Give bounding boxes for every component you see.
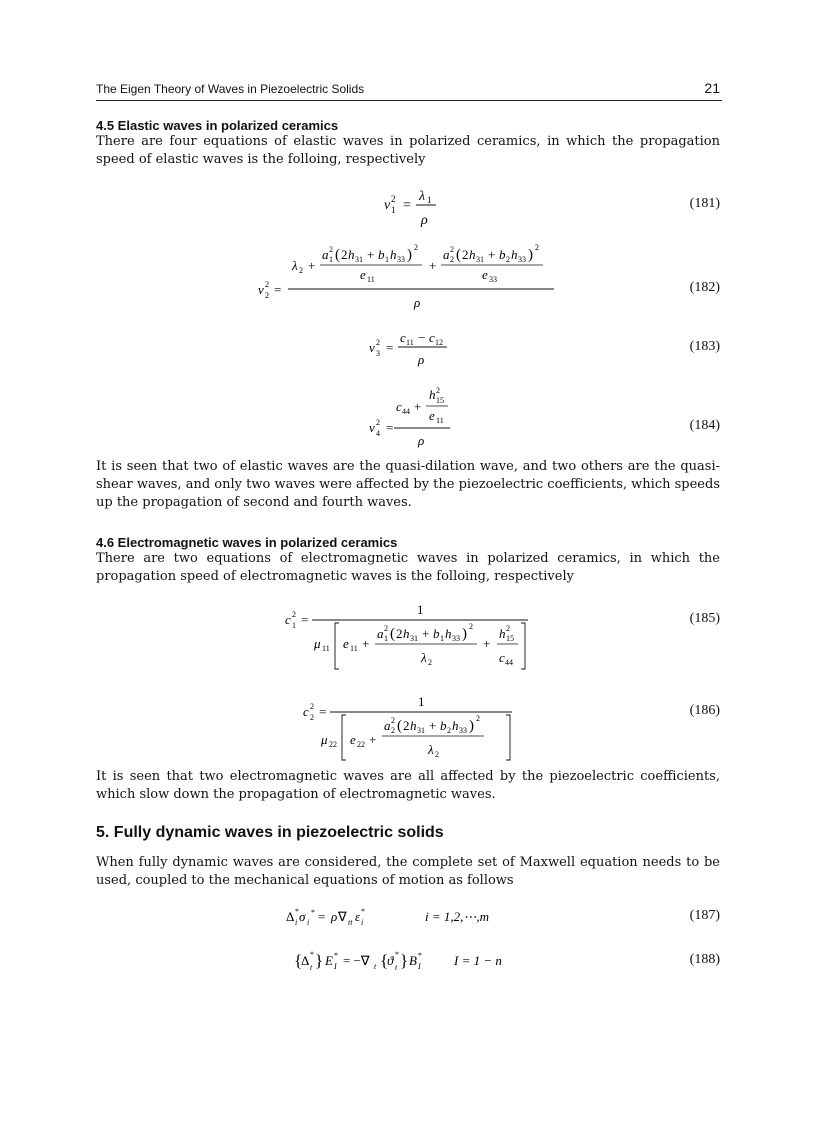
svg-text:2: 2 xyxy=(376,418,380,427)
equation-187-range: i = 1,2,⋯,m xyxy=(425,909,490,924)
equation-188-range: I = 1 − n xyxy=(454,953,502,968)
svg-text:v: v xyxy=(369,420,375,435)
svg-text:c: c xyxy=(396,399,402,414)
svg-text:ρ: ρ xyxy=(421,213,428,228)
svg-text:v: v xyxy=(258,282,264,297)
equation-184-formula xyxy=(96,384,722,450)
svg-text:11: 11 xyxy=(322,644,330,653)
svg-text:1: 1 xyxy=(440,634,444,643)
svg-text:−: − xyxy=(418,330,426,345)
svg-text:μ: μ xyxy=(314,636,321,651)
svg-text:+: + xyxy=(367,247,375,262)
svg-text:4: 4 xyxy=(376,429,380,438)
svg-text:2: 2 xyxy=(435,750,439,759)
svg-text:e: e xyxy=(350,732,356,747)
svg-text:+: + xyxy=(488,247,496,262)
svg-text:31: 31 xyxy=(476,255,484,264)
svg-text:31: 31 xyxy=(355,255,363,264)
svg-text:): ) xyxy=(528,247,533,263)
svg-text:c: c xyxy=(499,650,505,665)
svg-text:b: b xyxy=(499,247,506,262)
svg-text:b: b xyxy=(433,626,440,641)
svg-text:2: 2 xyxy=(447,726,451,735)
svg-text:): ) xyxy=(462,626,467,642)
svg-text:=: = xyxy=(319,704,327,719)
svg-text:33: 33 xyxy=(452,634,460,643)
svg-text:= −∇: = −∇ xyxy=(343,953,370,968)
svg-text:1: 1 xyxy=(418,694,425,709)
svg-text:22: 22 xyxy=(329,740,337,749)
equation-187-formula xyxy=(96,902,722,930)
svg-text:t: t xyxy=(374,962,377,971)
svg-text:2: 2 xyxy=(376,338,380,347)
section-4-5-conclusion: It is seen that two of elastic waves are the quasi-dilation wave, and two others are the quasi-shear waves, and only two waves were affected by the piezoelectric coefficients, which speeds up the propagation of second and fourth waves. xyxy=(96,459,720,510)
svg-text:2: 2 xyxy=(292,610,296,619)
svg-text:a: a xyxy=(377,626,384,641)
svg-text:h: h xyxy=(403,626,410,641)
equation-181-number: (181) xyxy=(689,196,720,211)
svg-text:h: h xyxy=(469,247,476,262)
svg-text:): ) xyxy=(407,247,412,263)
section-4-5-heading: 4.5 Elastic waves in polarized ceramics xyxy=(96,118,339,133)
page-number: 21 xyxy=(704,80,720,96)
svg-text:tt: tt xyxy=(348,918,353,927)
svg-text:t: t xyxy=(310,963,313,972)
svg-text:=: = xyxy=(403,198,411,213)
svg-text:2: 2 xyxy=(450,245,454,254)
svg-text:c: c xyxy=(429,330,435,345)
svg-text:i: i xyxy=(361,918,364,927)
svg-text:h: h xyxy=(511,247,518,262)
svg-text:ρ: ρ xyxy=(331,909,338,924)
svg-text:1: 1 xyxy=(292,621,296,630)
svg-text:2: 2 xyxy=(310,713,314,722)
svg-text:+: + xyxy=(369,732,377,747)
svg-text:(: ( xyxy=(397,718,402,734)
svg-text:Δ: Δ xyxy=(301,953,310,968)
svg-text:h: h xyxy=(429,387,436,402)
equation-182-formula xyxy=(96,238,722,312)
svg-text:c: c xyxy=(303,704,309,719)
svg-text:+: + xyxy=(414,399,422,414)
svg-text:=: = xyxy=(318,909,326,924)
svg-text:ρ: ρ xyxy=(418,433,425,448)
svg-text:*: * xyxy=(295,907,299,916)
svg-text:2: 2 xyxy=(462,247,469,262)
svg-text:2: 2 xyxy=(476,714,480,723)
section-4-6-intro: There are two equations of electromagnetic waves in polarized ceramics, in which the propagation speed of electromagnetic waves is the folloing, respectively xyxy=(96,551,720,584)
svg-text:t: t xyxy=(395,963,398,972)
svg-text:2: 2 xyxy=(428,658,432,667)
equation-182 xyxy=(96,238,722,312)
equation-188-formula xyxy=(96,946,722,978)
svg-text:33: 33 xyxy=(518,255,526,264)
svg-text:h: h xyxy=(390,247,397,262)
svg-text:11: 11 xyxy=(436,416,444,425)
svg-text:11: 11 xyxy=(350,644,358,653)
svg-text:b: b xyxy=(378,247,385,262)
svg-text:ε: ε xyxy=(355,909,361,924)
svg-text:1: 1 xyxy=(385,255,389,264)
svg-text:2: 2 xyxy=(535,243,539,252)
equation-187 xyxy=(96,902,722,930)
svg-text:2: 2 xyxy=(265,291,269,300)
svg-text:e: e xyxy=(429,408,435,423)
svg-text:(: ( xyxy=(335,247,340,263)
svg-text:2: 2 xyxy=(396,626,403,641)
svg-text:44: 44 xyxy=(402,407,410,416)
svg-text:{: { xyxy=(380,951,389,970)
section-5-intro: When fully dynamic waves are considered, the complete set of Maxwell equation needs to be used, coupled to the mechanical equations of motion as follows xyxy=(96,855,720,888)
equation-184-number: (184) xyxy=(689,418,720,433)
svg-text:31: 31 xyxy=(410,634,418,643)
equation-183-number: (183) xyxy=(689,339,720,354)
running-title: The Eigen Theory of Waves in Piezoelectric Solids xyxy=(96,82,365,96)
svg-text:22: 22 xyxy=(357,740,365,749)
svg-text:h: h xyxy=(410,718,417,733)
svg-text:): ) xyxy=(469,718,474,734)
svg-text:2: 2 xyxy=(391,194,396,204)
equation-185-formula xyxy=(96,600,722,676)
running-header xyxy=(96,80,722,101)
svg-text:2: 2 xyxy=(341,247,348,262)
svg-text:15: 15 xyxy=(506,634,514,643)
svg-text:2: 2 xyxy=(469,622,473,631)
svg-text:1: 1 xyxy=(329,255,333,264)
svg-text:3: 3 xyxy=(376,349,380,358)
svg-text:h: h xyxy=(445,626,452,641)
svg-text:ϑ: ϑ xyxy=(387,953,394,968)
svg-text:*: * xyxy=(418,951,422,960)
svg-text:2: 2 xyxy=(450,255,454,264)
svg-text:1: 1 xyxy=(427,195,432,205)
svg-text:33: 33 xyxy=(489,275,497,284)
svg-text:2: 2 xyxy=(265,280,269,289)
svg-text:15: 15 xyxy=(436,396,444,405)
svg-text:a: a xyxy=(443,247,450,262)
svg-text:(: ( xyxy=(456,247,461,263)
svg-text:12: 12 xyxy=(435,338,443,347)
equation-186-formula xyxy=(96,692,722,764)
svg-text:2: 2 xyxy=(506,255,510,264)
svg-text:e: e xyxy=(360,267,366,282)
svg-text:(: ( xyxy=(390,626,395,642)
svg-text:+: + xyxy=(429,718,437,733)
svg-text:33: 33 xyxy=(397,255,405,264)
svg-text:2: 2 xyxy=(414,243,418,252)
equation-183-formula xyxy=(96,328,722,370)
svg-text:2: 2 xyxy=(403,718,410,733)
equation-185-number: (185) xyxy=(689,611,720,626)
svg-text:=: = xyxy=(386,420,394,435)
svg-text:2: 2 xyxy=(299,266,303,275)
svg-text:Δ: Δ xyxy=(286,909,295,924)
svg-text:31: 31 xyxy=(417,726,425,735)
svg-text:v: v xyxy=(384,198,391,213)
equation-187-number: (187) xyxy=(689,908,720,923)
svg-text:σ: σ xyxy=(299,909,306,924)
svg-text:1: 1 xyxy=(417,602,424,617)
equation-181 xyxy=(96,180,722,230)
svg-text:=: = xyxy=(274,282,282,297)
svg-text:a: a xyxy=(322,247,329,262)
section-4-6-heading: 4.6 Electromagnetic waves in polarized ceramics xyxy=(96,535,398,550)
svg-text:c: c xyxy=(400,330,406,345)
svg-text:*: * xyxy=(311,908,315,917)
svg-text:11: 11 xyxy=(367,275,375,284)
svg-text:λ: λ xyxy=(292,258,298,273)
svg-text:I: I xyxy=(334,962,337,971)
svg-text:λ: λ xyxy=(428,742,434,757)
equation-186 xyxy=(96,692,722,764)
svg-text:*: * xyxy=(334,951,338,960)
equation-184 xyxy=(96,384,722,450)
svg-text:2: 2 xyxy=(310,702,314,711)
svg-text:1: 1 xyxy=(391,205,396,215)
equation-183 xyxy=(96,328,722,370)
svg-text:+: + xyxy=(429,258,437,273)
svg-text:v: v xyxy=(369,340,375,355)
equation-186-number: (186) xyxy=(689,703,720,718)
svg-text:+: + xyxy=(422,626,430,641)
svg-text:E: E xyxy=(325,953,333,968)
equation-185 xyxy=(96,600,722,676)
svg-text:λ: λ xyxy=(421,650,427,665)
equation-188-number: (188) xyxy=(689,952,720,967)
svg-text:ρ: ρ xyxy=(414,295,421,310)
svg-text:}: } xyxy=(400,951,409,970)
equation-188 xyxy=(96,946,722,978)
svg-text:2: 2 xyxy=(329,245,333,254)
svg-text:h: h xyxy=(452,718,459,733)
svg-text:b: b xyxy=(440,718,447,733)
svg-text:i: i xyxy=(295,918,298,927)
svg-text:λ: λ xyxy=(419,189,426,204)
svg-text:ρ: ρ xyxy=(418,352,425,367)
svg-text:+: + xyxy=(483,636,491,651)
svg-text:h: h xyxy=(348,247,355,262)
svg-text:}: } xyxy=(315,951,324,970)
svg-text:a: a xyxy=(384,718,391,733)
svg-text:∇: ∇ xyxy=(338,909,347,924)
svg-text:e: e xyxy=(343,636,349,651)
svg-text:44: 44 xyxy=(505,658,513,667)
svg-text:2: 2 xyxy=(506,624,510,633)
svg-text:+: + xyxy=(362,636,370,651)
svg-text:2: 2 xyxy=(391,726,395,735)
svg-text:e: e xyxy=(482,267,488,282)
svg-text:1: 1 xyxy=(384,634,388,643)
svg-text:i: i xyxy=(307,918,310,927)
section-4-5-intro: There are four equations of elastic waves in polarized ceramics, in which the propagation speed of elastic waves is the folloing, respectively xyxy=(96,134,720,167)
svg-text:+: + xyxy=(308,258,316,273)
svg-text:33: 33 xyxy=(459,726,467,735)
svg-text:11: 11 xyxy=(406,338,414,347)
svg-text:*: * xyxy=(395,950,399,959)
svg-text:h: h xyxy=(499,626,506,641)
section-5-heading: 5. Fully dynamic waves in piezoelectric solids xyxy=(96,824,444,841)
equation-182-number: (182) xyxy=(689,280,720,295)
svg-text:=: = xyxy=(301,612,309,627)
svg-text:2: 2 xyxy=(436,386,440,395)
svg-text:*: * xyxy=(361,907,365,916)
svg-text:=: = xyxy=(386,340,394,355)
equation-181-formula xyxy=(96,180,722,230)
section-4-6-conclusion: It is seen that two electromagnetic waves are all affected by the piezoelectric coefficients, which slow down the propagation of electromagnetic waves. xyxy=(96,769,720,802)
svg-text:B: B xyxy=(409,953,417,968)
svg-text:μ: μ xyxy=(321,732,328,747)
svg-text:{: { xyxy=(294,951,303,970)
svg-text:I: I xyxy=(418,962,421,971)
svg-text:*: * xyxy=(310,950,314,959)
svg-text:2: 2 xyxy=(384,624,388,633)
svg-text:c: c xyxy=(285,612,291,627)
svg-text:2: 2 xyxy=(391,716,395,725)
